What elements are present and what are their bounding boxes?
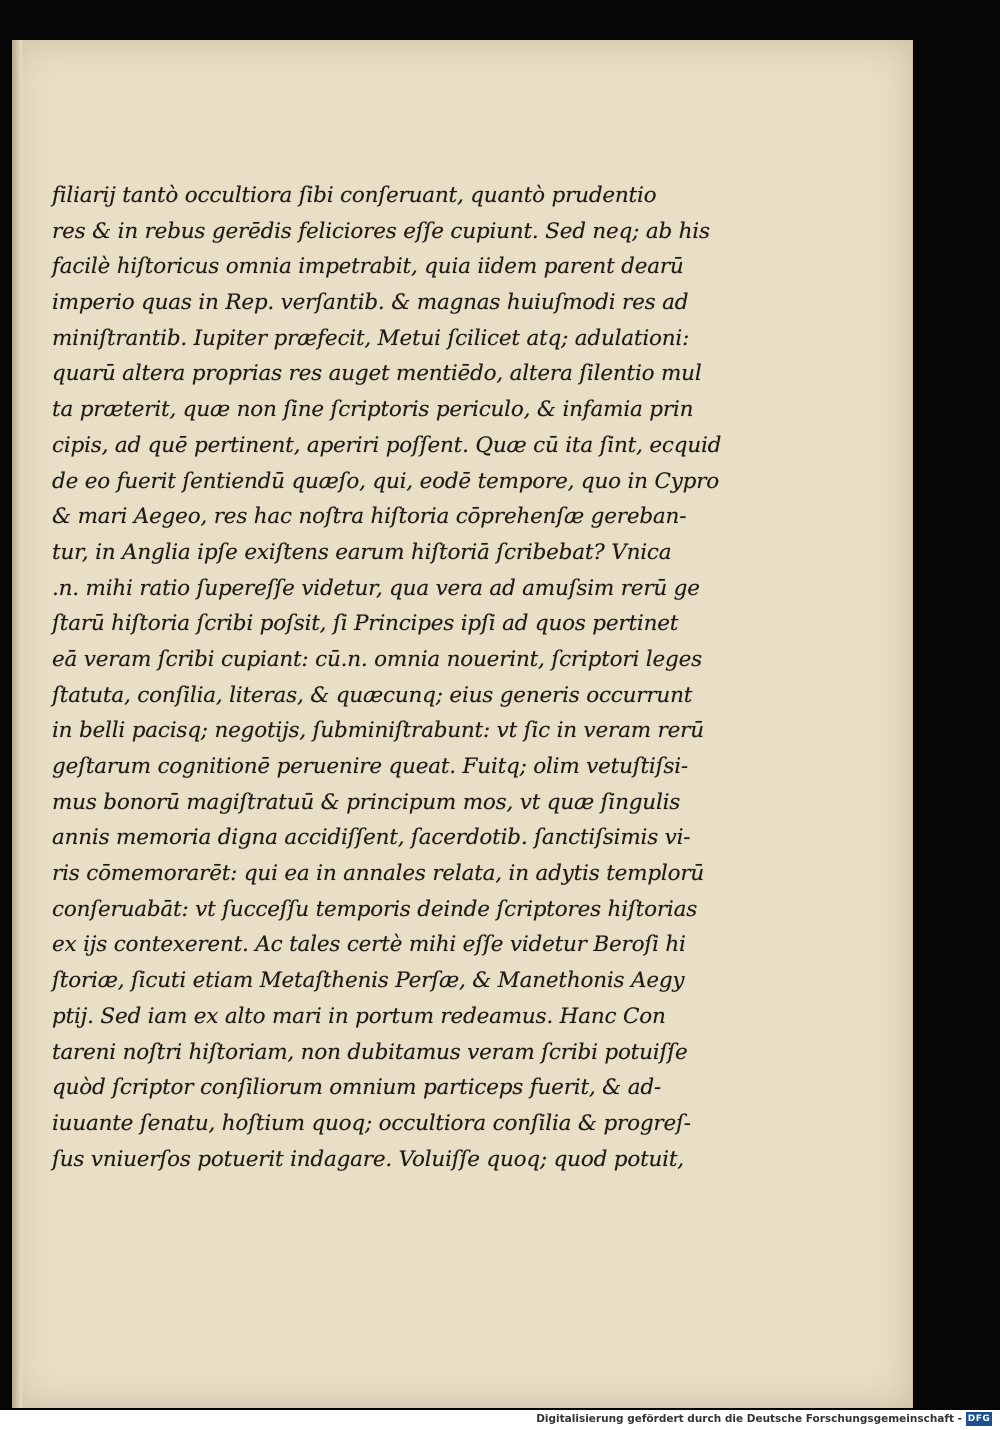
text-line: ſtoriæ, ſicuti etiam Metaſthenis Perſæ, & Manethonis Aegy [52,968,685,994]
text-line: ſtarū hiſtoria ſcribi poſsit, ſi Principes ipſi ad quos pertinet [52,611,679,637]
text-line: tareni noſtri hiſtoriam, non dubitamus veram ſcribi potuiſſe [52,1039,688,1065]
text-line: mus bonorū magiſtratuū & principum mos, vt quæ ſingulis [52,789,681,815]
text-line: ris cōmemorarēt: qui ea in annales relata, in adytis templorū [52,861,705,887]
text-line: .n. mihi ratio ſupereſſe videtur, qua vera ad amuſsim rerū ge [52,575,700,601]
text-line: ta præterit, quæ non ſine ſcriptoris periculo, & infamia prin [52,397,694,423]
book-page [12,40,913,1408]
text-line: annis memoria digna accidiſſent, ſacerdotib. ſanctiſsimis vi- [52,825,691,851]
text-line: geſtarum cognitionē peruenire queat. Fuitq; olim vetuſtiſsi- [52,754,688,779]
text-line: in belli pacisq; negotijs, ſubminiſtrabunt: vt ſic in veram rerū [52,718,704,744]
text-line: ſtatuta, conſilia, literas, & quæcunq; eius generis occurrunt [52,682,693,708]
page-edge [12,40,22,1408]
text-block [52,178,722,1177]
text-line: & mari Aegeo, res hac noſtra hiſtoria cōprehenſæ gereban- [52,504,687,530]
text-line: ptij. Sed iam ex alto mari in portum redeamus. Hanc Con [52,1003,666,1029]
text-line: tur, in Anglia ipſe exiſtens earum hiſtoriā ſcribebat? Vnica [52,539,672,565]
text-line: miniſtrantib. Iupiter præfecit, Metui ſcilicet atq; adulationi: [52,325,690,351]
text-line: filiarij tantò occultiora ſibi conſeruant, quantò prudentio [52,183,657,208]
text-line: res & in rebus gerēdis feliciores eſſe cupiunt. Sed neq; ab his [52,218,710,244]
text-line: imperio quas in Rep. verſantib. & magnas huiuſmodi res ad [52,290,689,316]
text-line: eā veram ſcribi cupiant: cū.n. omnia nouerint, ſcriptori leges [52,646,702,672]
digitization-footer [0,1410,1000,1430]
dfg-logo: DFG [967,1414,991,1424]
text-line: iuuante ſenatu, hoſtium quoq; occultiora conſilia & progreſ- [52,1110,691,1136]
text-line: quarū altera proprias res auget mentiēdo, altera ſilentio mul [52,361,702,387]
text-line: de eo fuerit ſentiendū quæſo, qui, eodē tempore, quo in Cypro [52,468,720,494]
text-line: quòd ſcriptor conſiliorum omnium particeps fuerit, & ad- [52,1075,661,1101]
text-line: ex ijs contexerent. Ac tales certè mihi eſſe videtur Beroſi hi [52,932,686,958]
text-line: facilè hiſtoricus omnia impetrabit, quia iidem parent dearū [52,254,684,280]
text-line: ſus vniuerſos potuerit indagare. Voluiſſe quoq; quod potuit, [52,1146,684,1172]
text-line: cipis, ad quē pertinent, aperiri poſſent. Quæ cū ita ſint, ecquid [52,432,722,458]
funding-credit: Digitalisierung gefördert durch die Deutsche Forschungsgemeinschaft - [536,1413,962,1425]
text-line: conſeruabāt: vt ſucceſſu temporis deinde ſcriptores hiſtorias [52,896,698,922]
